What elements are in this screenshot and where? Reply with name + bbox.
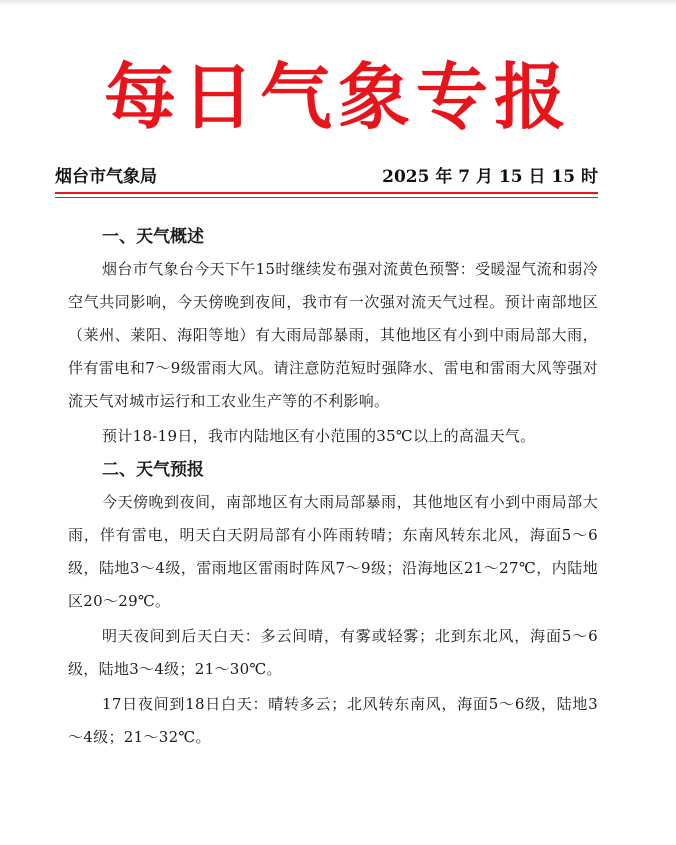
overview-paragraph: 烟台市气象台今天下午15时继续发布强对流黄色预警：受暖湿气流和弱冷空气共同影响，今天傍晚到夜间，我市有一次强对流天气过程。预计南部地区（莱州、莱阳、海阳等地）有大雨局部暴雨，其他地区有小到中雨局部大雨，伴有雷电和7～9级雷雨大风。请注意防范短时强降水、雷电和雷雨大风等强对流天气对城市运行和工农业生产等的不利影响。 [68,260,598,410]
forecast-paragraph: 17日夜间到18日白天：晴转多云；北风转东南风，海面5～6级，陆地3～4级；21～32℃。 [68,695,598,746]
red-divider-thick [55,192,598,194]
issuer-name: 烟台市气象局 [55,167,157,187]
issue-date: 2025 年 7 月 15 日 15 时 [382,167,598,187]
forecast-paragraph: 今天傍晚到夜间，南部地区有大雨局部暴雨，其他地区有小到中雨局部大雨，伴有雷电，明天白天阴局部有小阵雨转晴；东南风转东北风，海面5～6级，陆地3～4级，雷雨地区雷雨时阵风7～9级；沿海地区21～27℃，内陆地区20～29℃。 [68,493,598,610]
section-heading-forecast: 二、天气预报 [102,460,204,480]
forecast-paragraph: 明天夜间到后天白天：多云间晴，有雾或轻雾；北到东北风，海面5～6级，陆地3～4级；21～30℃。 [68,627,598,678]
page-top-shadow [0,0,676,6]
issuer-date-row [55,162,598,188]
red-divider-thin [55,197,598,198]
document-body [68,222,598,754]
section-heading-overview: 一、天气概述 [102,227,204,247]
overview-paragraph: 预计18-19日，我市内陆地区有小范围的35℃以上的高温天气。 [102,427,536,445]
masthead-title: 每日气象专报 [103,54,572,139]
